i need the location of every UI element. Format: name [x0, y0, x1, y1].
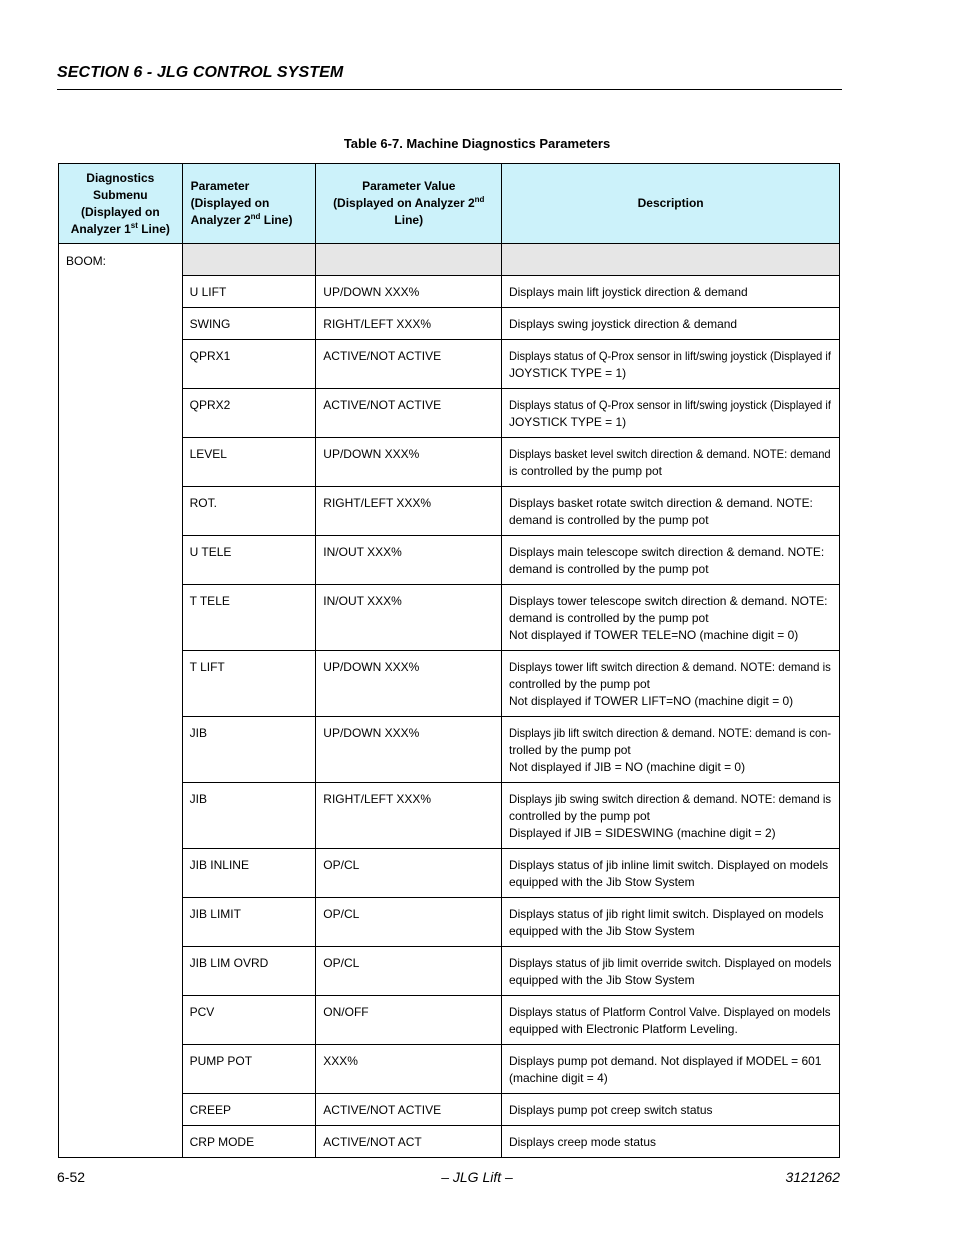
description-line: equipped with the Jib Stow System [509, 924, 695, 938]
parameter-value: UP/DOWN XXX% [323, 660, 420, 674]
parameter-value: ACTIVE/NOT ACTIVE [323, 1103, 442, 1117]
value-cell [316, 947, 502, 996]
parameter-name: LEVEL [189, 447, 227, 461]
parameter-name: JIB LIM OVRD [189, 956, 269, 970]
description-cell [502, 651, 840, 717]
empty-cell [316, 244, 502, 276]
parameter-name: JIB [189, 726, 207, 740]
parameter-cell [182, 1126, 316, 1158]
footer-title: – JLG Lift – [441, 1169, 513, 1185]
value-cell [316, 651, 502, 717]
header-description: Description [502, 164, 840, 244]
parameter-name: CREEP [189, 1103, 231, 1117]
description-line: demand is controlled by the pump pot [509, 562, 709, 576]
parameter-value: UP/DOWN XXX% [323, 726, 420, 740]
parameter-cell [182, 276, 316, 308]
value-cell [316, 487, 502, 536]
empty-cell [182, 244, 316, 276]
parameter-value: IN/OUT XXX% [323, 545, 402, 559]
header-diagnostics-submenu: Diagnostics Submenu (Displayed on Analyzer 1st Line) [59, 164, 183, 244]
parameter-cell [182, 536, 316, 585]
value-cell [316, 276, 502, 308]
value-cell [316, 783, 502, 849]
value-cell [316, 389, 502, 438]
description-cell [502, 783, 840, 849]
parameter-cell [182, 717, 316, 783]
description-cell [502, 487, 840, 536]
value-cell [316, 1045, 502, 1094]
value-cell [316, 717, 502, 783]
parameter-value: RIGHT/LEFT XXX% [323, 317, 432, 331]
description-line: Displays tower lift switch direction & demand. NOTE: demand is [509, 660, 832, 674]
value-cell [316, 585, 502, 651]
description-cell [502, 276, 840, 308]
section-title: SECTION 6 - JLG CONTROL SYSTEM [57, 64, 344, 81]
parameter-value: OP/CL [323, 956, 360, 970]
description-line: Displays status of Q-Prox sensor in lift/swing joystick (Displayed if [509, 349, 832, 363]
description-line: Displayed if JIB = SIDESWING (machine digit = 2) [509, 826, 776, 840]
value-cell [316, 340, 502, 389]
parameter-value: RIGHT/LEFT XXX% [323, 792, 432, 806]
description-line: controlled by the pump pot [509, 809, 651, 823]
parameter-cell [182, 898, 316, 947]
description-line: JOYSTICK TYPE = 1) [509, 366, 627, 380]
parameter-cell [182, 389, 316, 438]
description-line: demand is controlled by the pump pot [509, 611, 709, 625]
parameter-cell [182, 585, 316, 651]
parameter-name: U LIFT [189, 285, 227, 299]
description-line: Displays tower telescope switch direction & demand. NOTE: [509, 594, 828, 608]
document-number: 3121262 [785, 1169, 840, 1185]
parameter-name: QPRX1 [189, 349, 231, 363]
header-parameter: Parameter (Displayed on Analyzer 2nd Line) [182, 164, 316, 244]
description-line: Displays main telescope switch direction & demand. NOTE: [509, 545, 825, 559]
parameter-value: IN/OUT XXX% [323, 594, 402, 608]
parameter-name: ROT. [189, 496, 217, 510]
description-line: Displays jib swing switch direction & demand. NOTE: demand is [509, 792, 832, 806]
description-cell [502, 947, 840, 996]
parameter-value: OP/CL [323, 858, 360, 872]
header-parameter-value: Parameter Value (Displayed on Analyzer 2nd Line) [316, 164, 502, 244]
parameter-name: SWING [189, 317, 231, 331]
description-cell [502, 585, 840, 651]
parameter-name: JIB LIMIT [189, 907, 241, 921]
description-line: Not displayed if TOWER LIFT=NO (machine digit = 0) [509, 694, 794, 708]
parameter-value: ACTIVE/NOT ACTIVE [323, 398, 442, 412]
value-cell [316, 1094, 502, 1126]
parameter-value: ACTIVE/NOT ACT [323, 1135, 422, 1149]
value-cell [316, 1126, 502, 1158]
description-line: (machine digit = 4) [509, 1071, 608, 1085]
description-line: Displays jib lift switch direction & demand. NOTE: demand is con- [509, 726, 832, 740]
description-line: Displays creep mode status [509, 1135, 657, 1149]
description-cell [502, 438, 840, 487]
description-line: trolled by the pump pot [509, 743, 631, 757]
parameter-value: ACTIVE/NOT ACTIVE [323, 349, 442, 363]
description-cell [502, 340, 840, 389]
parameter-cell [182, 487, 316, 536]
parameter-value: XXX% [323, 1054, 358, 1068]
empty-cell [502, 244, 840, 276]
parameter-name: T LIFT [189, 660, 225, 674]
parameter-value: ON/OFF [323, 1005, 369, 1019]
parameter-value: UP/DOWN XXX% [323, 285, 420, 299]
parameter-value: UP/DOWN XXX% [323, 447, 420, 461]
description-cell [502, 308, 840, 340]
parameter-value: OP/CL [323, 907, 360, 921]
description-line: demand is controlled by the pump pot [509, 513, 709, 527]
description-line: JOYSTICK TYPE = 1) [509, 415, 627, 429]
parameter-name: JIB INLINE [189, 858, 249, 872]
value-cell [316, 898, 502, 947]
parameter-cell [182, 340, 316, 389]
description-line: Displays basket level switch direction & demand. NOTE: demand [509, 447, 831, 461]
table-row-boom [59, 244, 840, 276]
parameter-cell [182, 783, 316, 849]
description-cell [502, 898, 840, 947]
value-cell [316, 308, 502, 340]
header-rule [57, 89, 842, 90]
table-title: Table 6-7. Machine Diagnostics Parameters [343, 136, 611, 151]
description-cell [502, 996, 840, 1045]
value-cell [316, 996, 502, 1045]
description-cell [502, 849, 840, 898]
page-number: 6-52 [57, 1169, 86, 1185]
parameter-cell [182, 651, 316, 717]
description-line: Not displayed if JIB = NO (machine digit = 0) [509, 760, 746, 774]
description-line: equipped with Electronic Platform Leveling. [509, 1022, 739, 1036]
parameter-name: CRP MODE [189, 1135, 255, 1149]
description-cell [502, 536, 840, 585]
submenu-cell [59, 244, 183, 1158]
parameter-cell [182, 308, 316, 340]
description-line: Displays status of Platform Control Valve. Displayed on models [509, 1005, 831, 1019]
submenu-label: BOOM: [66, 254, 107, 268]
description-cell [502, 389, 840, 438]
description-line: equipped with the Jib Stow System [509, 875, 695, 889]
description-line: Displays status of jib inline limit switch. Displayed on models [509, 858, 829, 872]
description-line: Displays basket rotate switch direction & demand. NOTE: [509, 496, 814, 510]
value-cell [316, 536, 502, 585]
description-cell [502, 1094, 840, 1126]
description-line: Displays pump pot creep switch status [509, 1103, 713, 1117]
parameter-cell [182, 996, 316, 1045]
description-line: Displays swing joystick direction & demand [509, 317, 738, 331]
description-line: equipped with the Jib Stow System [509, 973, 695, 987]
description-line: is controlled by the pump pot [509, 464, 663, 478]
parameter-name: PUMP POT [189, 1054, 253, 1068]
parameter-name: PCV [189, 1005, 215, 1019]
description-line: Displays status of Q-Prox sensor in lift/swing joystick (Displayed if [509, 398, 832, 412]
description-cell [502, 1045, 840, 1094]
description-line: Displays status of jib right limit switch. Displayed on models [509, 907, 824, 921]
description-cell [502, 1126, 840, 1158]
parameter-cell [182, 438, 316, 487]
parameter-cell [182, 849, 316, 898]
parameter-cell [182, 1094, 316, 1126]
parameter-cell [182, 1045, 316, 1094]
description-line: Displays main lift joystick direction & demand [509, 285, 748, 299]
diagnostics-table [58, 163, 840, 1158]
description-line: Not displayed if TOWER TELE=NO (machine digit = 0) [509, 628, 799, 642]
parameter-name: QPRX2 [189, 398, 231, 412]
parameter-name: U TELE [189, 545, 232, 559]
description-line: Displays pump pot demand. Not displayed if MODEL = 601 [509, 1054, 822, 1068]
parameter-cell [182, 947, 316, 996]
parameter-name: T TELE [189, 594, 230, 608]
description-line: Displays status of jib limit override switch. Displayed on models [509, 956, 832, 970]
value-cell [316, 849, 502, 898]
parameter-name: JIB [189, 792, 207, 806]
description-cell [502, 717, 840, 783]
description-line: controlled by the pump pot [509, 677, 651, 691]
value-cell [316, 438, 502, 487]
table-header-row [59, 164, 840, 244]
parameter-value: RIGHT/LEFT XXX% [323, 496, 432, 510]
